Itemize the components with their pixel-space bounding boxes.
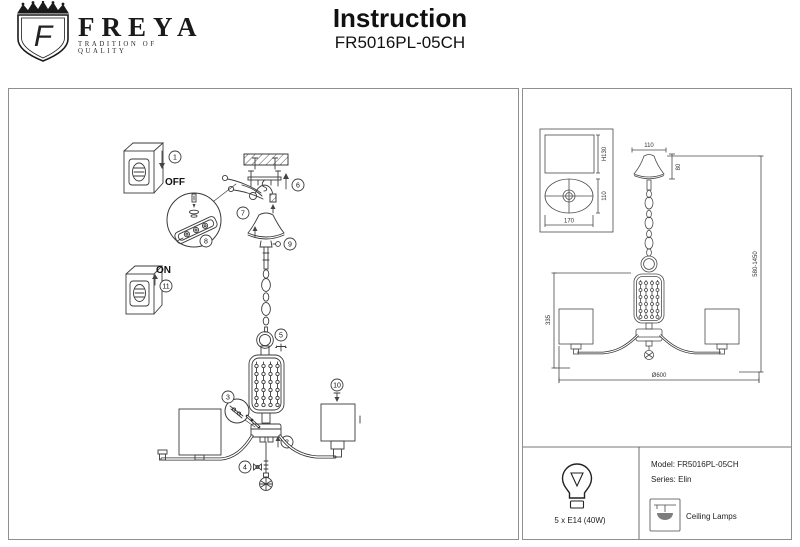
step-badge-5 — [275, 329, 287, 341]
dim-canopy-width: 110 — [644, 143, 654, 149]
spec-panel — [522, 88, 792, 540]
series-line: Series: Elin — [651, 475, 692, 484]
on-label: ON — [156, 265, 171, 276]
step-badge-10 — [331, 379, 343, 391]
header — [0, 0, 800, 86]
freya-logo — [6, 1, 206, 63]
page-title: Instruction — [332, 3, 468, 33]
ceiling — [244, 154, 288, 169]
step-badge-7 — [237, 207, 249, 219]
canopy-screw — [273, 242, 280, 247]
svg-text:7: 7 — [241, 210, 245, 218]
step-badge-3 — [222, 391, 234, 403]
dim-diameter: Ø600 — [651, 373, 667, 379]
svg-text:8: 8 — [204, 238, 208, 246]
assembly-diagram — [9, 89, 518, 539]
svg-text:9: 9 — [288, 241, 292, 249]
shield-icon — [18, 15, 68, 61]
wing-nut — [254, 464, 262, 470]
crown-icon — [18, 1, 68, 13]
svg-text:1: 1 — [173, 154, 177, 162]
model-line: Model: FR5016PL-05CH — [651, 460, 739, 469]
step-badge-1 — [169, 151, 181, 163]
dim-shade-height: H130 — [602, 146, 608, 162]
svg-text:6: 6 — [296, 182, 300, 190]
title-block — [280, 4, 520, 53]
svg-text:3: 3 — [226, 394, 230, 402]
step-badge-6 — [292, 179, 304, 191]
chain — [262, 247, 271, 332]
right-shade — [321, 404, 360, 457]
step-badge-9 — [284, 238, 296, 250]
off-label: OFF — [165, 177, 185, 188]
left-shade — [179, 409, 221, 460]
off-arrow-icon — [159, 151, 165, 169]
shade-screw — [334, 393, 340, 402]
svg-text:2: 2 — [285, 439, 289, 447]
svg-text:11: 11 — [162, 283, 170, 291]
step-badge-11 — [160, 280, 172, 292]
spec-row — [523, 447, 791, 539]
bracket-arrow-icon — [283, 173, 289, 189]
shield-monogram: F — [33, 20, 53, 53]
svg-text:10: 10 — [333, 382, 341, 390]
bulb-spec: 5 x E14 (40W) — [554, 516, 606, 525]
shade-spec-box — [540, 129, 613, 232]
dimension-diagram — [523, 89, 791, 539]
central-column — [249, 346, 284, 423]
dim-body-height: 335 — [546, 314, 552, 326]
wall-switch-off — [124, 143, 163, 193]
brand-name: FREYA — [78, 12, 204, 42]
dim-suspension: 580-1450 — [753, 251, 759, 277]
chandelier-side-view — [546, 143, 764, 383]
ceiling-lamp-icon — [650, 499, 680, 531]
assembly-panel — [8, 88, 519, 540]
ring-screw — [275, 344, 287, 351]
brand-text — [78, 14, 206, 55]
svg-text:5: 5 — [279, 332, 283, 340]
step-badge-8 — [200, 235, 212, 247]
step-badge-4 — [239, 461, 251, 473]
bulb-icon — [563, 464, 592, 508]
svg-text:4: 4 — [243, 464, 247, 472]
dim-shade-depth: 110 — [602, 191, 608, 201]
category-label: Ceiling Lamps — [686, 512, 737, 521]
dim-shade-width: 170 — [563, 218, 575, 225]
dim-canopy-height: 80 — [676, 163, 682, 171]
brand-tagline: TRADITION OF QUALITY — [78, 41, 157, 55]
model-code: FR5016PL-05CH — [334, 33, 466, 52]
